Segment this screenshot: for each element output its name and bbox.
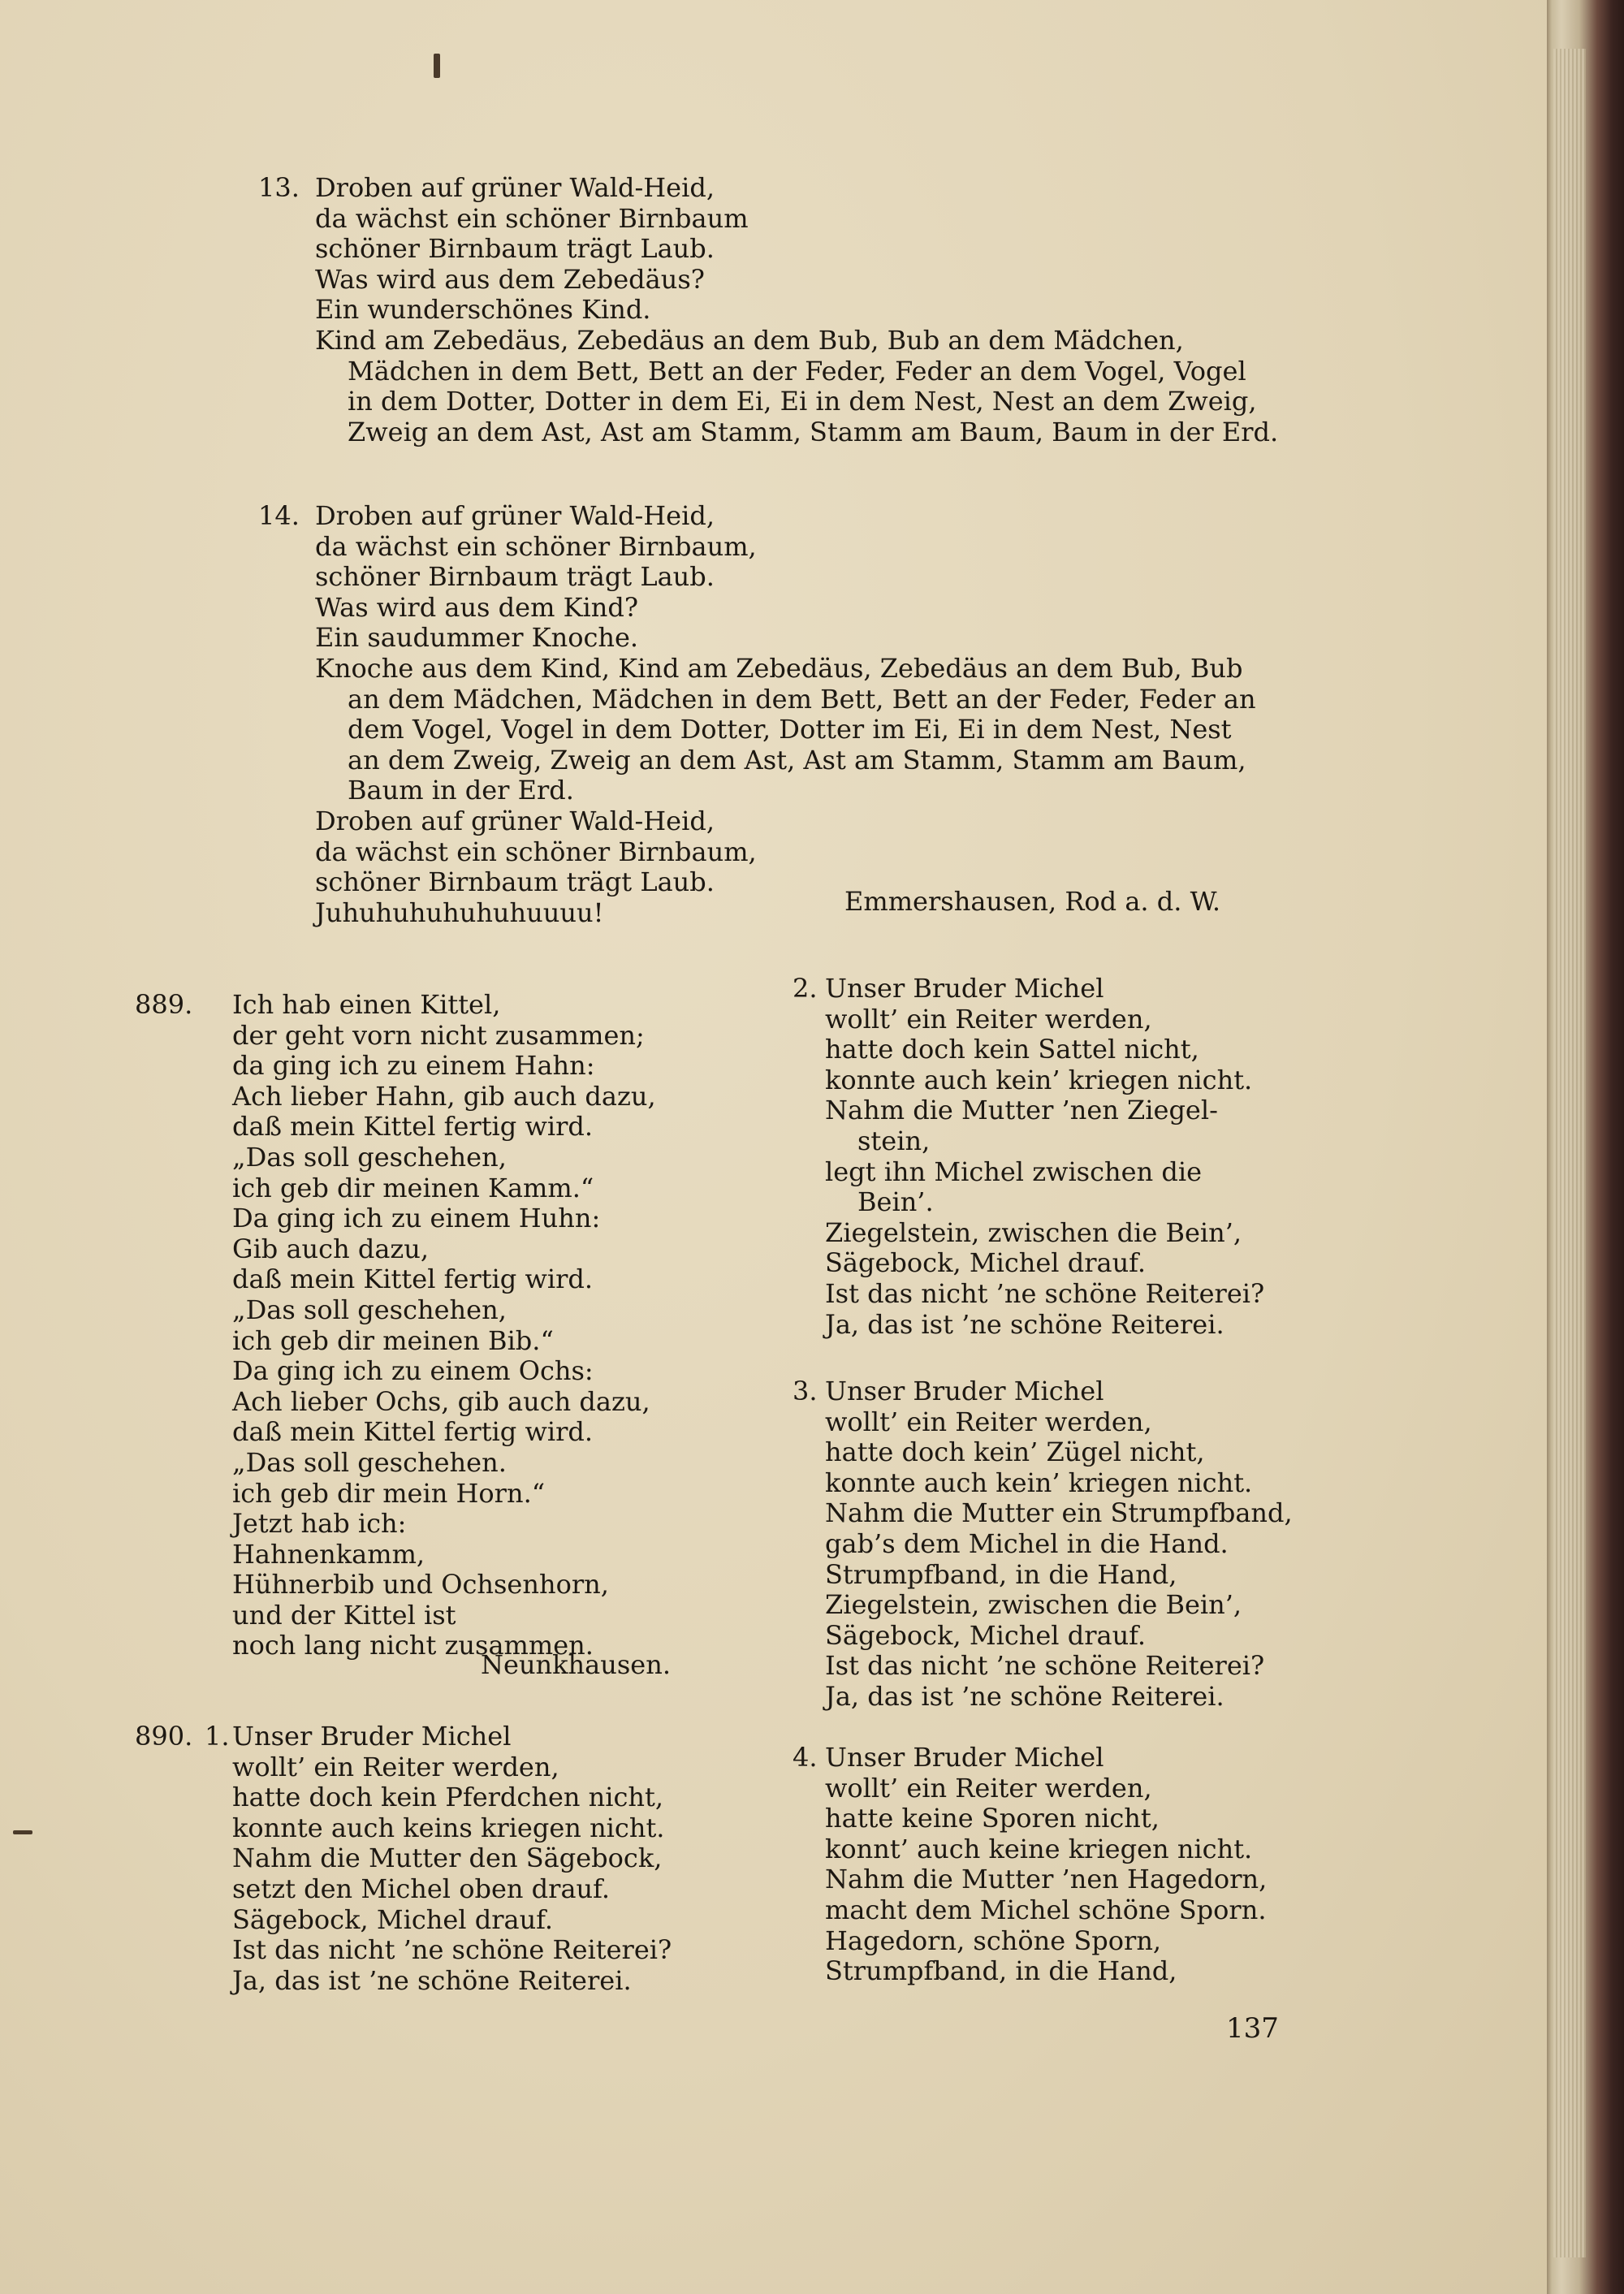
verse-line: daß mein Kittel fertig wird. — [232, 1111, 594, 1143]
verse-line: Nahm die Mutter ’nen Ziegel- — [825, 1095, 1218, 1126]
song-890-stanza-1 — [232, 1722, 672, 1996]
verse-line: wollt’ ein Reiter werden, — [825, 1772, 1152, 1804]
verse-line: Knoche aus dem Kind, Kind am Zebedäus, Zebedäus an dem Bub, Bub — [315, 652, 1243, 684]
verse-line: in dem Dotter, Dotter in dem Ei, Ei in dem Nest, Nest an dem Zweig, — [348, 386, 1257, 417]
verse-line: Juhuhuhuhuhuhuuuu! — [315, 896, 604, 928]
verse-line: hatte doch kein Sattel nicht, — [825, 1034, 1199, 1065]
verse-line: Bein’. — [857, 1186, 934, 1218]
verse-line: ich geb dir meinen Bib.“ — [232, 1324, 554, 1356]
verse-line: Unser Bruder Michel — [825, 973, 1104, 1004]
verse-line: wollt’ ein Reiter werden, — [825, 1406, 1152, 1437]
verse-line: Droben auf grüner Wald-Heid, — [315, 805, 715, 836]
verse-line: Was wird aus dem Zebedäus? — [315, 263, 705, 295]
verse-line: schöner Birnbaum trägt Laub. — [315, 233, 715, 265]
verse-line: Zweig an dem Ast, Ast am Stamm, Stamm am Baum, Baum in der Erd. — [348, 416, 1279, 447]
verse-line: Ein saudummer Knoche. — [315, 622, 639, 654]
song-890-stanza-2-number: 2. — [793, 973, 818, 1004]
verse-line: wollt’ ein Reiter werden, — [825, 1003, 1152, 1035]
verse-line: Unser Bruder Michel — [825, 1376, 1104, 1406]
verse-line: „Das soll geschehen, — [232, 1141, 507, 1173]
verse-line: daß mein Kittel fertig wird. — [232, 1416, 594, 1448]
song-890-number: 890. — [135, 1721, 193, 1752]
verse-line: daß mein Kittel fertig wird. — [232, 1264, 594, 1295]
verse-line: der geht vorn nicht zusammen; — [232, 1019, 645, 1051]
verse-line: Droben auf grüner Wald-Heid, — [315, 500, 715, 531]
song-890-stanza-4 — [825, 1743, 1267, 1987]
verse-line: Jetzt hab ich: — [232, 1508, 407, 1540]
verse-line: und der Kittel ist — [232, 1599, 456, 1631]
ink-mark — [13, 1830, 32, 1834]
verse-line: Hahnenkamm, — [232, 1538, 425, 1570]
verse-line: Nahm die Mutter den Sägebock, — [232, 1843, 663, 1874]
verse-line: Sägebock, Michel drauf. — [825, 1619, 1147, 1651]
verse-line: Hühnerbib und Ochsenhorn, — [232, 1569, 609, 1601]
verse-line: Ja, das ist ’ne schöne Reiterei. — [825, 1308, 1224, 1340]
verse-line: an dem Zweig, Zweig an dem Ast, Ast am Stamm, Stamm am Baum, — [348, 744, 1246, 775]
ink-mark — [434, 54, 440, 78]
verse-line: da wächst ein schöner Birnbaum, — [315, 530, 757, 562]
verse-line: Ist das nicht ’ne schöne Reiterei? — [232, 1934, 672, 1966]
verse-line: hatte doch kein Pferdchen nicht, — [232, 1782, 664, 1813]
verse-line: konnt’ auch keine kriegen nicht. — [825, 1833, 1253, 1864]
verse-line: Mädchen in dem Bett, Bett an der Feder, Feder an dem Vogel, Vogel — [348, 355, 1246, 387]
verse-line: setzt den Michel oben drauf. — [232, 1873, 610, 1904]
page-number: 137 — [1226, 2012, 1279, 2045]
verse-line: Gib auch dazu, — [232, 1233, 430, 1264]
verse-line: Nahm die Mutter ein Strumpfband, — [825, 1497, 1293, 1529]
stanza-14-number: 14. — [258, 500, 300, 531]
verse-line: macht dem Michel schöne Sporn. — [825, 1894, 1267, 1925]
verse-line: Kind am Zebedäus, Zebedäus an dem Bub, Bub an dem Mädchen, — [315, 324, 1184, 356]
verse-line: Nahm die Mutter ’nen Hagedorn, — [825, 1864, 1268, 1895]
song-890-stanza-3-number: 3. — [793, 1376, 818, 1406]
verse-line: an dem Mädchen, Mädchen in dem Bett, Bett an der Feder, Feder an — [348, 683, 1256, 715]
verse-line: Ich hab einen Kittel, — [232, 989, 501, 1020]
stanza-13-number: 13. — [258, 172, 300, 203]
stanza-14 — [315, 501, 1256, 928]
verse-line: Ja, das ist ’ne schöne Reiterei. — [232, 1964, 632, 1996]
verse-line: Ist das nicht ’ne schöne Reiterei? — [825, 1277, 1265, 1309]
verse-line: konnte auch keins kriegen nicht. — [232, 1812, 665, 1843]
verse-line: hatte doch kein’ Zügel nicht, — [825, 1436, 1205, 1468]
verse-line: Ziegelstein, zwischen die Bein’, — [825, 1216, 1242, 1248]
verse-line: hatte keine Sporen nicht, — [825, 1803, 1160, 1834]
verse-line: schöner Birnbaum trägt Laub. — [315, 561, 715, 593]
verse-line: schöner Birnbaum trägt Laub. — [315, 866, 715, 898]
verse-line: da wächst ein schöner Birnbaum — [315, 202, 749, 234]
verse-line: Unser Bruder Michel — [825, 1742, 1104, 1773]
song-889-number: 889. — [135, 989, 193, 1020]
verse-line: Strumpfband, in die Hand, — [825, 1558, 1177, 1590]
verse-line: Ist das nicht ’ne schöne Reiterei? — [825, 1650, 1265, 1682]
verse-line: Sägebock, Michel drauf. — [232, 1903, 554, 1935]
stanza-14-source: Emmershausen, Rod a. d. W. — [844, 886, 1221, 917]
verse-line: Hagedorn, schöne Sporn, — [825, 1925, 1162, 1956]
book-spine-edge — [1547, 0, 1624, 2294]
verse-line: Strumpfband, in die Hand, — [825, 1955, 1177, 1987]
song-890-stanza-1-number: 1. — [205, 1721, 230, 1752]
verse-line: Was wird aus dem Kind? — [315, 591, 638, 623]
verse-line: Ach lieber Ochs, gib auch dazu, — [232, 1385, 650, 1417]
verse-line: ich geb dir meinen Kamm.“ — [232, 1172, 594, 1203]
verse-line: Ziegelstein, zwischen die Bein’, — [825, 1589, 1242, 1621]
verse-line: dem Vogel, Vogel in dem Dotter, Dotter im Ei, Ei in dem Nest, Nest — [348, 714, 1232, 745]
verse-line: stein, — [857, 1125, 931, 1156]
verse-line: Ein wunderschönes Kind. — [315, 294, 651, 326]
verse-line: konnte auch kein’ kriegen nicht. — [825, 1064, 1253, 1095]
song-890-stanza-4-number: 4. — [793, 1742, 818, 1773]
verse-line: Sägebock, Michel drauf. — [825, 1247, 1147, 1279]
verse-line: legt ihn Michel zwischen die — [825, 1156, 1202, 1187]
verse-line: Droben auf grüner Wald-Heid, — [315, 172, 715, 203]
song-889-source: Neunkhausen. — [481, 1649, 671, 1680]
verse-line: „Das soll geschehen, — [232, 1294, 507, 1325]
song-889 — [232, 990, 656, 1661]
verse-line: wollt’ ein Reiter werden, — [232, 1751, 559, 1782]
song-890-stanza-3 — [825, 1376, 1293, 1713]
stanza-13 — [315, 173, 1278, 447]
verse-line: Da ging ich zu einem Ochs: — [232, 1355, 594, 1387]
verse-line: noch lang nicht zusammen. — [232, 1630, 594, 1661]
verse-line: Ach lieber Hahn, gib auch dazu, — [232, 1080, 656, 1112]
verse-line: Da ging ich zu einem Huhn: — [232, 1203, 601, 1234]
verse-line: „Das soll geschehen. — [232, 1446, 507, 1478]
verse-line: Baum in der Erd. — [348, 775, 574, 806]
verse-line: ich geb dir mein Horn.“ — [232, 1477, 546, 1509]
page-edges — [1553, 49, 1586, 2257]
verse-line: da wächst ein schöner Birnbaum, — [315, 836, 757, 867]
verse-line: gab’s dem Michel in die Hand. — [825, 1527, 1229, 1559]
song-890-stanza-2 — [825, 974, 1264, 1340]
verse-line: Unser Bruder Michel — [232, 1721, 512, 1752]
verse-line: konnte auch kein’ kriegen nicht. — [825, 1467, 1253, 1498]
verse-line: Ja, das ist ’ne schöne Reiterei. — [825, 1680, 1224, 1712]
verse-line: da ging ich zu einem Hahn: — [232, 1050, 595, 1082]
